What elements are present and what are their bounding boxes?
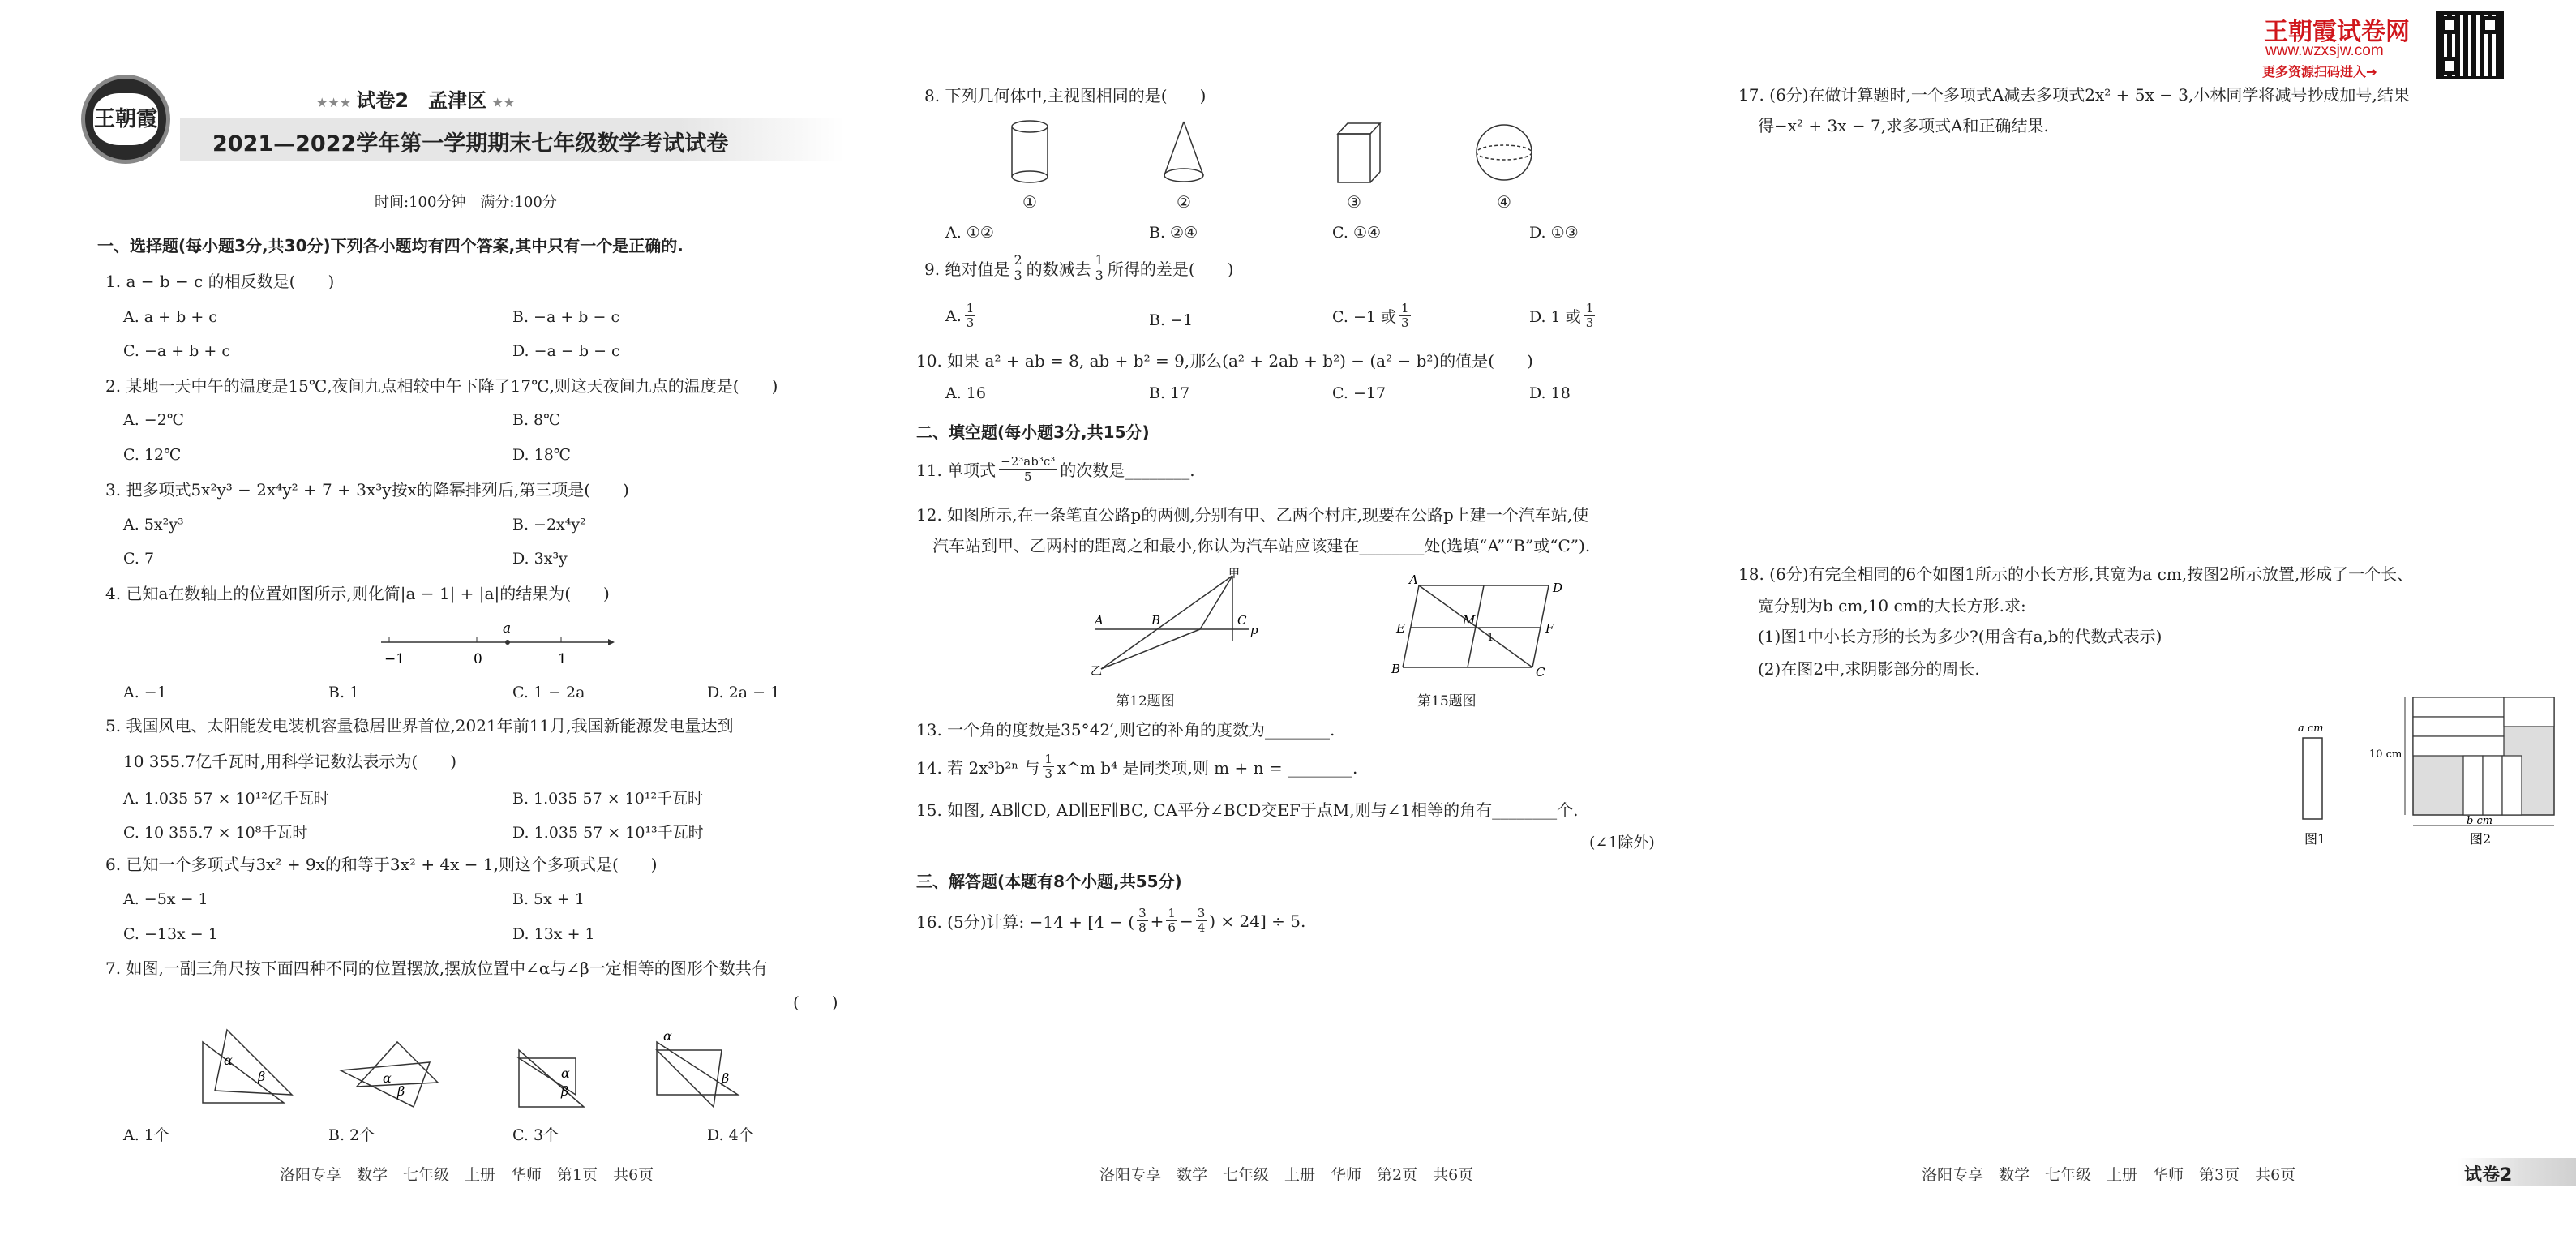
q16-minus: −: [1179, 911, 1194, 931]
q14-den: 3: [1044, 766, 1052, 781]
svg-text:β: β: [258, 1069, 266, 1084]
fig18-ten-label: 10 cm: [2369, 748, 2402, 761]
q9-opt-a: [945, 302, 975, 330]
q16-stem: 16. (5分)计算: −14 + [4 − (: [916, 912, 1135, 932]
q14-num: 1: [1044, 752, 1052, 766]
q18-line1: 18. (6分)有完全相同的6个如图1所示的小长方形,其宽为a cm,按图2所示放置,形成了一个长、: [1738, 564, 2414, 584]
q9-opt-a-label: A.: [945, 307, 962, 325]
q10-opt-d: D. 18: [1529, 384, 1571, 402]
qr-finder-3: [2441, 57, 2458, 75]
q17-line2: 得−x² + 3x − 7,求多项式A和正确结果.: [1758, 116, 2049, 135]
q16-a-num: 3: [1138, 906, 1147, 920]
q10-opt-c: C. −17: [1332, 384, 1387, 402]
q16-plus: +: [1150, 911, 1164, 931]
q9-opt-c-den: 3: [1401, 315, 1409, 330]
brand-url: www.wzxsjw.com: [2265, 42, 2384, 59]
q14: [916, 753, 1357, 781]
q9-opt-d-den: 3: [1585, 315, 1594, 330]
q4-opt-b: B. 1: [328, 684, 360, 701]
svg-text:α: α: [224, 1053, 233, 1068]
q16: [916, 907, 1305, 935]
fig15-caption: 第15题图: [1417, 693, 1477, 710]
svg-text:α: α: [663, 1028, 672, 1044]
q13: 13. 一个角的度数是35°42′,则它的补角的度数为________.: [916, 720, 1335, 740]
fig12-label-b: B: [1151, 613, 1161, 628]
q6-opt-a: A. −5x − 1: [123, 890, 208, 908]
q14-stem-a: 14. 若 2x³b²ⁿ 与: [916, 758, 1040, 778]
title-banner: [180, 118, 845, 161]
page-1: [0, 0, 859, 1235]
q16-b-num: 1: [1168, 906, 1176, 920]
q3-opt-d: D. 3x³y: [512, 550, 568, 568]
q2-opt-a: A. −2℃: [123, 411, 185, 429]
q8-fig3: ③: [1347, 192, 1361, 212]
q1-opt-a: A. a + b + c: [123, 308, 217, 326]
q8-opt-d: D. ①③: [1529, 224, 1579, 242]
qr-code[interactable]: [2436, 11, 2504, 79]
stars-right: ★★: [491, 95, 516, 110]
logo-text: 王朝霞: [93, 107, 157, 131]
q15: 15. 如图, AB∥CD, AD∥EF∥BC, CA平分∠BCD交EF于点M,则与∠1相等的角有________个.: [916, 800, 1579, 820]
q2-opt-b: B. 8℃: [512, 411, 561, 429]
q7-triangle-figures: [195, 1026, 795, 1115]
q16-frac-c: [1196, 907, 1207, 935]
q18-figures: [2254, 689, 2576, 851]
q9-frac2-den: 3: [1095, 268, 1104, 283]
q7-stem2: ( ): [793, 993, 838, 1012]
svg-text:β: β: [397, 1083, 405, 1099]
svg-text:β: β: [561, 1083, 569, 1099]
q14-stem-b: x^m b⁴ 是同类项,则 m + n = ________.: [1057, 758, 1358, 778]
q9-opt-d-label: D. 1 或: [1529, 308, 1581, 326]
q6-stem: 6. 已知一个多项式与3x² + 9x的和等于3x² + 4x − 1,则这个多项式是( ): [105, 855, 658, 874]
footer-page1: 洛阳专享 数学 七年级 上册 华师 第1页 共6页: [280, 1166, 654, 1184]
nl-label-1: 1: [558, 651, 567, 667]
q12-line2: 汽车站到甲、乙两村的距离之和最小,你认为汽车站应该建在________处(选填“A”“B”或“C”).: [932, 536, 1591, 555]
q3-opt-c: C. 7: [123, 550, 155, 568]
section1-heading: 一、选择题(每小题3分,共30分)下列各小题均有四个答案,其中只有一个是正确的.: [97, 236, 684, 255]
page-2: [876, 0, 1687, 1235]
section3-heading: 三、解答题(本题有8个小题,共55分): [916, 872, 1182, 891]
nl-label-0: 0: [474, 651, 482, 667]
stars-left: ★★★: [316, 95, 352, 110]
qr-finder-1: [2441, 16, 2458, 34]
svg-text:α: α: [383, 1070, 392, 1086]
q11-num: −2³ab³c³: [1001, 454, 1056, 469]
q5-stem2: 10 355.7亿千瓦时,用科学记数法表示为( ): [123, 752, 457, 771]
q8-fig1: ①: [1022, 192, 1037, 212]
page-3: [1703, 0, 2576, 1235]
fig15-label-a: A: [1409, 574, 1418, 587]
paper-tag: [2437, 1158, 2576, 1186]
q10-stem: 10. 如果 a² + ab = 8, ab + b² = 9,那么(a² + 2ab + b²) − (a² − b²)的值是( ): [916, 351, 1533, 371]
q9-opt-d-num: 1: [1585, 301, 1594, 315]
fig12-label-yi: 乙: [1091, 665, 1102, 678]
fig12-label-c: C: [1237, 613, 1247, 628]
q9-frac1-den: 3: [1014, 268, 1022, 283]
fig18-fig1-label: 图1: [2304, 831, 2326, 847]
q7-opt-b: B. 2个: [328, 1126, 375, 1144]
number-line: [373, 623, 616, 671]
q1-stem: 1. a − b − c 的相反数是( ): [105, 272, 335, 291]
q9-opt-c-num: 1: [1401, 301, 1409, 315]
q11-stem-a: 11. 单项式: [916, 461, 997, 480]
q14-frac: [1043, 753, 1054, 781]
fig15-label-1: 1: [1487, 632, 1494, 644]
exam-title: 2021—2022学年第一学期期末七年级数学考试试卷: [212, 131, 729, 157]
q1-opt-d: D. −a − b − c: [512, 342, 620, 360]
q16-c-den: 4: [1197, 920, 1206, 935]
q9-opt-c: [1332, 302, 1411, 330]
q8-opt-a: A. ①②: [945, 224, 994, 242]
section2-heading: 二、填空题(每小题3分,共15分): [916, 422, 1150, 442]
logo: [81, 75, 170, 164]
q16-tail: ) × 24] ÷ 5.: [1209, 911, 1306, 931]
q9-opt-a-frac: [965, 302, 976, 330]
fig15-label-f: F: [1545, 621, 1554, 636]
q4-opt-a: A. −1: [123, 684, 167, 701]
q8-solids: [997, 114, 1646, 211]
q11-den: 5: [1023, 470, 1032, 484]
q18-sub1: (1)图1中小长方形的长为多少?(用含有a,b的代数式表示): [1758, 627, 2162, 646]
q16-c-num: 3: [1197, 906, 1206, 920]
q18-sub2: (2)在图2中,求阴影部分的周长.: [1758, 659, 1980, 679]
fig12-label-p: p: [1250, 623, 1258, 637]
q9-opt-d-frac: [1584, 302, 1596, 330]
fig15-label-b: B: [1391, 662, 1401, 676]
q8-stem: 8. 下列几何体中,主视图相同的是( ): [924, 86, 1207, 105]
q11-stem-b: 的次数是________.: [1060, 461, 1195, 480]
fig18-b-label: b cm: [2467, 815, 2493, 827]
fig12-label-jia: 甲: [1228, 568, 1240, 581]
q5-opt-a: A. 1.035 57 × 10¹²亿千瓦时: [123, 790, 329, 808]
q8-opt-c: C. ①④: [1332, 224, 1382, 242]
fig15-label-c: C: [1536, 665, 1545, 680]
svg-text:β: β: [722, 1070, 730, 1086]
q9-frac2-num: 1: [1095, 252, 1104, 268]
q2-opt-c: C. 12℃: [123, 446, 182, 464]
q12-line1: 12. 如图所示,在一条笔直公路p的两侧,分别有甲、乙两个村庄,现要在公路p上建一个汽车站,使: [916, 505, 1589, 525]
q11: [916, 454, 1195, 484]
q4-opt-d: D. 2a − 1: [707, 684, 781, 701]
q9-stem-b: 的数减去: [1026, 259, 1091, 279]
q9-frac2: [1094, 253, 1105, 283]
fig12: [1078, 568, 1265, 681]
fig15: [1387, 574, 1581, 680]
q2-stem: 2. 某地一天中午的温度是15℃,夜间九点相较中午下降了17℃,则这天夜间九点的温度是( ): [105, 376, 778, 396]
footer-page2: 洛阳专享 数学 七年级 上册 华师 第2页 共6页: [1099, 1166, 1474, 1184]
q2-opt-d: D. 18℃: [512, 446, 572, 464]
q7-stem: 7. 如图,一副三角尺按下面四种不同的位置摆放,摆放位置中∠α与∠β一定相等的图形个数共有: [105, 958, 768, 978]
q9-opt-c-label: C. −1 或: [1332, 308, 1396, 326]
fig18-a-label: a cm: [2298, 723, 2324, 735]
q6-opt-b: B. 5x + 1: [512, 890, 585, 908]
q7-opt-a: A. 1个: [123, 1126, 169, 1144]
q16-frac-a: [1137, 907, 1148, 935]
fig12-caption: 第12题图: [1116, 693, 1175, 710]
q9-opt-a-num: 1: [966, 301, 975, 315]
q9-opt-a-den: 3: [966, 315, 975, 330]
q16-frac-b: [1166, 907, 1177, 935]
paper-title: 试卷2 孟津区: [356, 89, 487, 112]
q3-opt-b: B. −2x⁴y²: [512, 516, 586, 534]
q8-fig4: ④: [1497, 192, 1511, 212]
fig12-label-a: A: [1095, 613, 1104, 628]
q6-opt-d: D. 13x + 1: [512, 925, 595, 943]
q9-opt-b: B. −1: [1149, 311, 1194, 329]
q10-opt-b: B. 17: [1149, 384, 1190, 402]
q7-opt-c: C. 3个: [512, 1126, 559, 1144]
title-banner-top: [316, 84, 515, 113]
q17-line1: 17. (6分)在做计算题时,一个多项式A减去多项式2x² + 5x − 3,小林同学将减号抄成加号,结果: [1738, 85, 2410, 105]
q8-fig2: ②: [1177, 192, 1191, 212]
q16-b-den: 6: [1168, 920, 1176, 935]
q9-stem: [924, 253, 1233, 283]
q4-opt-c: C. 1 − 2a: [512, 684, 585, 701]
q9-stem-c: 所得的差是( ): [1107, 259, 1234, 279]
q3-opt-a: A. 5x²y³: [123, 516, 184, 534]
footer-page3: 洛阳专享 数学 七年级 上册 华师 第3页 共6页: [1922, 1166, 2296, 1184]
q8-opt-b: B. ②④: [1149, 224, 1198, 242]
time-info: 时间:100分钟 满分:100分: [375, 194, 557, 211]
fig15-label-d: D: [1553, 581, 1563, 595]
q4-stem: 4. 已知a在数轴上的位置如图所示,则化简|a − 1| + |a|的结果为( ): [105, 584, 610, 603]
q11-frac: [999, 454, 1057, 484]
q9-opt-d: [1529, 302, 1595, 330]
q3-stem: 3. 把多项式5x²y³ − 2x⁴y² + 7 + 3x³y按x的降幂排列后,第三项是( ): [105, 480, 629, 500]
q18-line2: 宽分别为b cm,10 cm的大长方形.求:: [1758, 596, 2026, 615]
brand-slogan: 更多资源扫码进入→: [2262, 64, 2377, 79]
q9-stem-a: 9. 绝对值是: [924, 259, 1010, 279]
q5-stem: 5. 我国风电、太阳能发电装机容量稳居世界首位,2021年前11月,我国新能源发电量达到: [105, 716, 734, 735]
fig18-fig2-label: 图2: [2470, 831, 2492, 847]
brand-name: 王朝霞试卷网: [2264, 18, 2410, 46]
svg-text:α: α: [561, 1066, 570, 1081]
q1-opt-c: C. −a + b + c: [123, 342, 230, 360]
fig15-label-m: M: [1463, 613, 1476, 628]
qr-finder-2: [2481, 16, 2499, 34]
q5-opt-d: D. 1.035 57 × 10¹³千瓦时: [512, 824, 704, 842]
logo-inner: [93, 93, 158, 145]
q7-opt-d: D. 4个: [707, 1126, 754, 1144]
q5-opt-c: C. 10 355.7 × 10⁸千瓦时: [123, 824, 308, 842]
nl-label-a: a: [503, 623, 512, 637]
paper-tag-label: 试卷2: [2464, 1165, 2513, 1186]
q9-frac1-num: 2: [1014, 252, 1022, 268]
q1-opt-b: B. −a + b − c: [512, 308, 620, 326]
fig15-label-e: E: [1396, 621, 1405, 636]
q10-opt-a: A. 16: [945, 384, 986, 402]
q9-opt-c-frac: [1399, 302, 1411, 330]
nl-label-neg1: −1: [384, 651, 405, 667]
q5-opt-b: B. 1.035 57 × 10¹²千瓦时: [512, 790, 704, 808]
q16-a-den: 8: [1138, 920, 1147, 935]
q9-frac1: [1012, 253, 1023, 283]
q15-note: (∠1除外): [1589, 834, 1655, 851]
q6-opt-c: C. −13x − 1: [123, 925, 218, 943]
